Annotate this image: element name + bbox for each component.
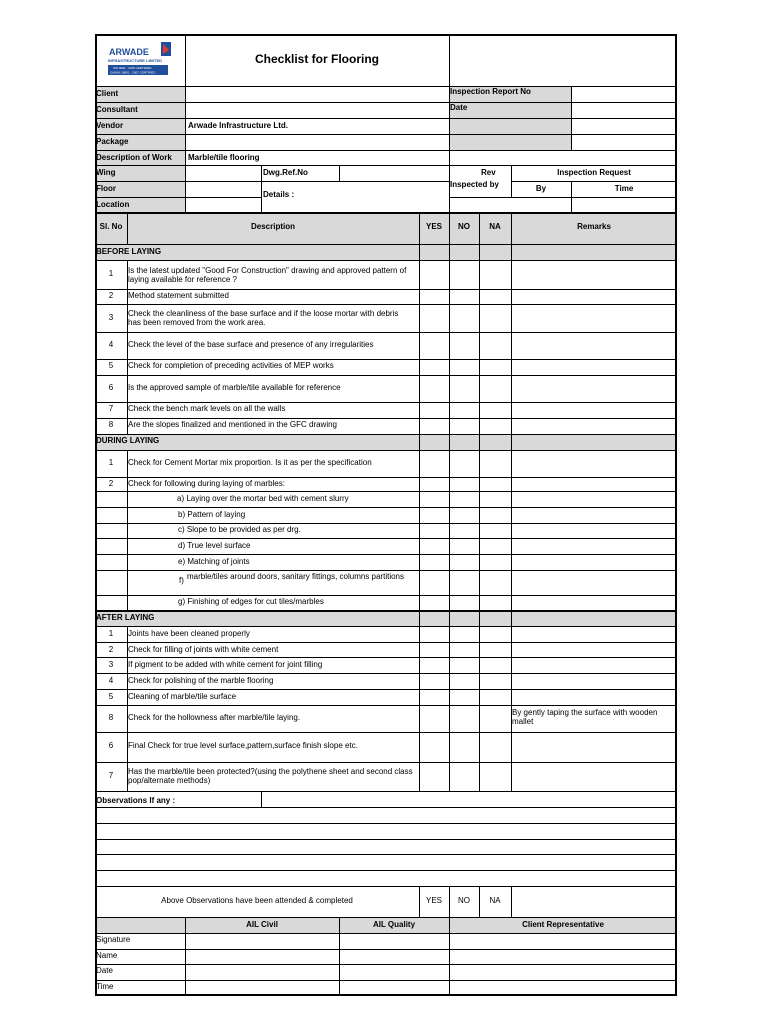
observations-attended-text: Above Observations have been attended & completed — [161, 896, 353, 905]
inspection-report-no-label: Inspection Report No — [450, 87, 531, 96]
signoff-time-label: Time — [96, 982, 114, 991]
signoff-ail-civil: AIL Civil — [246, 920, 278, 929]
during-item-1-no: 1 — [108, 458, 114, 467]
after-item-5-no: 5 — [108, 692, 114, 701]
inspected-by-label: Inspected by — [450, 180, 499, 189]
company-logo — [105, 40, 173, 80]
sub-item-c: c) Slope to be provided as per drg. — [178, 525, 301, 534]
before-item-3-no: 3 — [108, 313, 114, 322]
description-of-work-value: Marble/tile flooring — [188, 153, 260, 162]
svg-text:ISO 9001 : 2015 CERTIFIED: ISO 9001 : 2015 CERTIFIED — [113, 66, 152, 70]
during-item-2-no: 2 — [108, 479, 114, 488]
after-item-6-text: Final Check for true level surface,pattern,surface finish slope etc. — [128, 741, 358, 750]
before-item-6-text: Is the approved sample of marble/tile available for reference — [128, 383, 341, 392]
col-description: Description — [250, 222, 295, 231]
after-item-1-text: Joints have been cleaned properly — [128, 629, 250, 638]
signoff-client-representative: Client Representative — [522, 920, 604, 929]
vendor-value: Arwade Infrastructure Ltd. — [188, 121, 289, 130]
after-item-2-text: Check for filling of joints with white cement — [128, 645, 279, 654]
section-during-laying: DURING LAYING — [96, 436, 160, 445]
svg-text:INFRASTRUCTURE LIMITED: INFRASTRUCTURE LIMITED — [108, 58, 162, 63]
section-after-laying: AFTER LAYING — [96, 613, 155, 622]
sub-item-a: a) Laying over the mortar bed with cement slurry — [177, 494, 349, 503]
col-remarks: Remarks — [577, 222, 611, 231]
rev-label: Rev — [481, 168, 496, 177]
date-label: Date — [450, 103, 468, 112]
observations-na: NA — [489, 896, 501, 905]
observations-yes: YES — [425, 896, 442, 905]
after-item-8-remark: By gently taping the surface with wooden mallet — [512, 708, 658, 726]
signoff-date-label: Date — [96, 966, 113, 975]
after-item-5-text: Cleaning of marble/tile surface — [128, 692, 237, 701]
during-item-2-text: Check for following during laying of marbles: — [128, 479, 285, 488]
by-label: By — [535, 184, 547, 193]
before-item-4-text: Check the level of the base surface and presence of any irregularities — [128, 340, 374, 349]
inspection-request-label: Inspection Request — [557, 168, 631, 177]
sub-item-g: g) Finishing of edges for cut tiles/marbles — [178, 597, 324, 606]
after-item-6-no: 6 — [108, 741, 114, 750]
checklist-sheet — [95, 34, 677, 996]
before-item-7-text: Check the bench mark levels on all the walls — [128, 404, 286, 413]
after-item-4-no: 4 — [108, 676, 114, 685]
before-item-3-text: Check the cleanliness of the base surface and if the loose mortar with debris has been removed from the work area. — [128, 309, 399, 327]
sub-item-f-text: marble/tiles around doors, sanitary fittings, columns partitions — [187, 572, 404, 581]
sub-item-d: d) True level surface — [178, 541, 251, 550]
after-item-7-no: 7 — [108, 771, 114, 780]
observations-label: Observations If any : — [96, 796, 176, 805]
observations-no: NO — [458, 896, 470, 905]
svg-text:OHSAS 18001 : 2007 CERTIFIED: OHSAS 18001 : 2007 CERTIFIED — [110, 70, 156, 75]
after-item-8-no: 8 — [108, 713, 114, 722]
arwade-logo-icon — [105, 40, 173, 80]
before-item-2-text: Method statement submitted — [128, 291, 229, 300]
after-item-2-no: 2 — [108, 645, 114, 654]
section-before-laying: BEFORE LAYING — [96, 247, 162, 256]
col-yes: YES — [425, 222, 442, 231]
after-item-1-no: 1 — [108, 629, 114, 638]
before-item-4-no: 4 — [108, 340, 114, 349]
before-item-1-text: Is the latest updated "Good For Construction" drawing and approved pattern of laying available for reference ? — [128, 266, 407, 284]
before-item-5-text: Check for completion of preceding activities of MEP works — [128, 361, 334, 370]
signoff-signature-label: Signature — [96, 935, 131, 944]
time-label: Time — [614, 184, 634, 193]
before-item-2-no: 2 — [108, 291, 114, 300]
col-na: NA — [489, 222, 501, 231]
after-item-4-text: Check for polishing of the marble flooring — [128, 676, 274, 685]
floor-label: Floor — [96, 184, 116, 193]
wing-label: Wing — [96, 168, 116, 177]
signoff-ail-quality: AIL Quality — [372, 920, 416, 929]
sub-item-b: b) Pattern of laying — [178, 510, 246, 519]
before-item-7-no: 7 — [108, 404, 114, 413]
before-item-6-no: 6 — [108, 383, 114, 392]
after-item-3-text: If pigment to be added with white cement for joint filling — [128, 660, 323, 669]
sub-item-e: e) Matching of joints — [178, 557, 250, 566]
package-label: Package — [96, 137, 129, 146]
after-item-8-text: Check for the hollowness after marble/tile laying. — [128, 713, 301, 722]
dwg-ref-label: Dwg.Ref.No — [263, 168, 308, 177]
vendor-label: Vendor — [96, 121, 124, 130]
details-label: Details : — [263, 190, 295, 199]
col-sl-no: Sl. No — [99, 222, 123, 231]
client-label: Client — [96, 89, 119, 98]
description-of-work-label: Description of Work — [96, 153, 172, 162]
page-title: Checklist for Flooring — [254, 52, 379, 66]
before-item-5-no: 5 — [108, 361, 114, 370]
before-item-1-no: 1 — [108, 269, 114, 278]
before-item-8-no: 8 — [108, 420, 114, 429]
sub-item-f-label: f) — [179, 576, 184, 585]
signoff-name-label: Name — [96, 951, 118, 960]
after-item-3-no: 3 — [108, 660, 114, 669]
location-label: Location — [96, 200, 130, 209]
consultant-label: Consultant — [96, 105, 138, 114]
before-item-8-text: Are the slopes finalized and mentioned in the GFC drawing — [128, 420, 338, 429]
during-item-1-text: Check for Cement Mortar mix proportion. Is it as per the specification — [128, 458, 372, 467]
after-item-7-text: Has the marble/tile been protected?(using the polythene sheet and second class pop/alternate methods) — [128, 767, 413, 785]
col-no: NO — [458, 222, 470, 231]
svg-text:ARWADE: ARWADE — [109, 47, 149, 57]
